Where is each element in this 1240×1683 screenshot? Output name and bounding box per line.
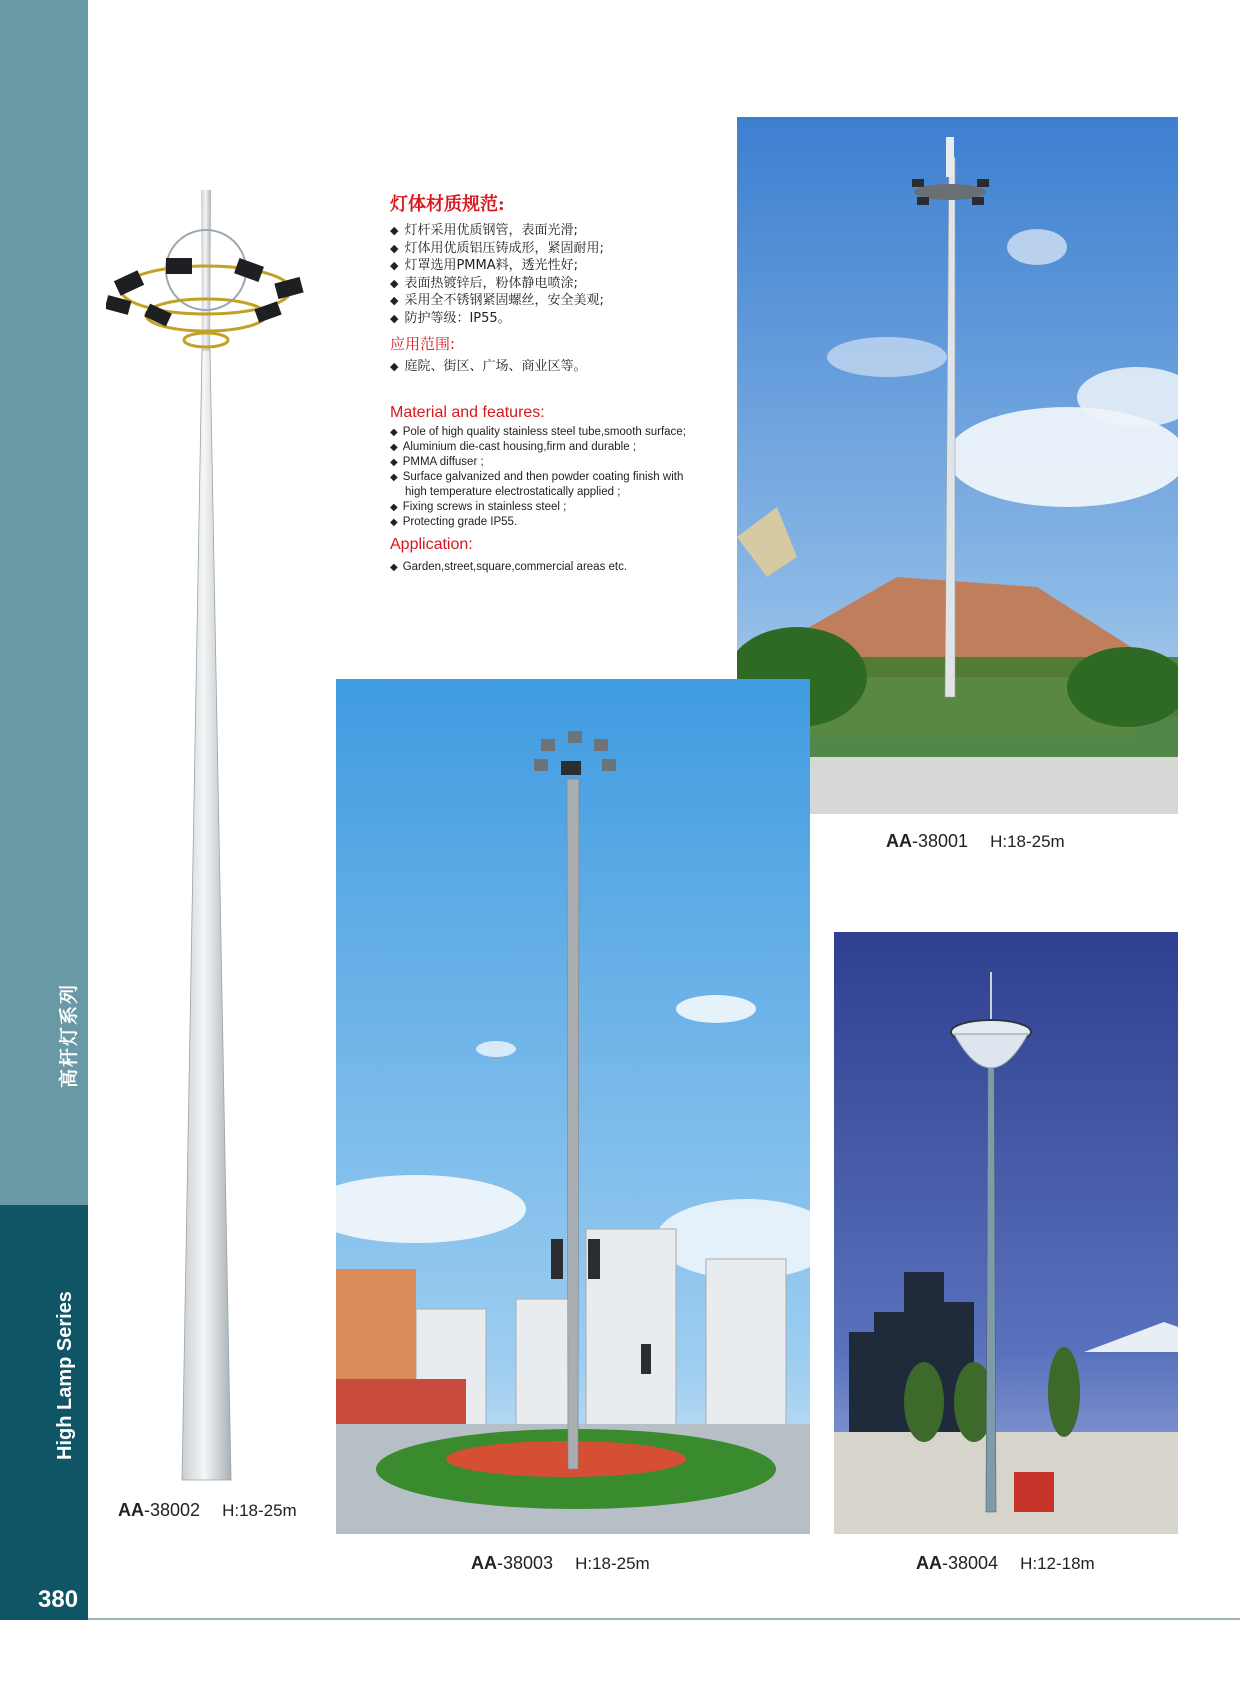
product-caption-38004 — [916, 1553, 1095, 1574]
product-caption-38003 — [471, 1553, 650, 1574]
application-heading-cn: 应用范围: — [390, 335, 456, 353]
list-item: ◆ Garden,street,square,commercial areas etc. — [390, 560, 695, 575]
model-prefix: AA — [471, 1553, 497, 1573]
material-heading-en: Material and features: — [390, 403, 545, 421]
list-item: ◆ Aluminium die-cast housing,firm and durable ; — [390, 440, 695, 455]
application-heading-en: Application: — [390, 535, 473, 553]
model-prefix: AA — [916, 1553, 942, 1573]
product-caption-38002 — [118, 1500, 297, 1521]
specs-block — [390, 190, 710, 575]
material-list-cn — [390, 222, 710, 327]
product-image-38003 — [336, 679, 810, 1534]
model-prefix: AA — [886, 831, 912, 851]
list-item: ◆ 灯体用优质铝压铸成形，紧固耐用; — [390, 240, 710, 258]
list-item: ◆ Protecting grade IP55. — [390, 515, 695, 530]
list-item: ◆ 采用全不锈钢紧固螺丝，安全美观; — [390, 292, 710, 310]
product-image-38002 — [106, 180, 346, 1492]
material-heading-cn: 灯体材质规范: — [390, 194, 505, 215]
model-number: -38004 — [942, 1553, 999, 1573]
model-number: -38001 — [912, 831, 969, 851]
page-number: 380 — [38, 1586, 79, 1613]
model-height: H:18-25m — [990, 832, 1065, 851]
list-item: ◆ PMMA diffuser ; — [390, 455, 695, 470]
model-height: H:12-18m — [1020, 1554, 1095, 1573]
bottom-divider — [88, 1618, 1240, 1620]
material-list-en — [390, 425, 710, 530]
series-title-en: High Lamp Series — [54, 1291, 76, 1460]
model-number: -38002 — [144, 1500, 201, 1520]
model-height: H:18-25m — [575, 1554, 650, 1573]
list-item: ◆ Surface galvanized and then powder coating finish with high temperature electrostatically applied ; — [390, 470, 695, 500]
list-item: ◆ 灯罩选用PMMA料，透光性好; — [390, 257, 710, 275]
model-number: -38003 — [497, 1553, 554, 1573]
application-list-en — [390, 560, 710, 575]
product-caption-38001 — [886, 831, 1065, 852]
series-title-cn: 高杆灯系列 — [58, 982, 80, 1088]
list-item: ◆ 防护等级：IP55。 — [390, 310, 710, 328]
product-image-38004 — [834, 932, 1178, 1534]
list-item: ◆ 庭院、街区、广场、商业区等。 — [390, 358, 710, 376]
list-item: ◆ 表面热镀锌后，粉体静电喷涂; — [390, 275, 710, 293]
application-list-cn — [390, 358, 710, 376]
list-item: ◆ 灯杆采用优质钢管，表面光滑; — [390, 222, 710, 240]
model-height: H:18-25m — [222, 1501, 297, 1520]
model-prefix: AA — [118, 1500, 144, 1520]
list-item: ◆ Fixing screws in stainless steel ; — [390, 500, 695, 515]
list-item: ◆ Pole of high quality stainless steel tube,smooth surface; — [390, 425, 695, 440]
